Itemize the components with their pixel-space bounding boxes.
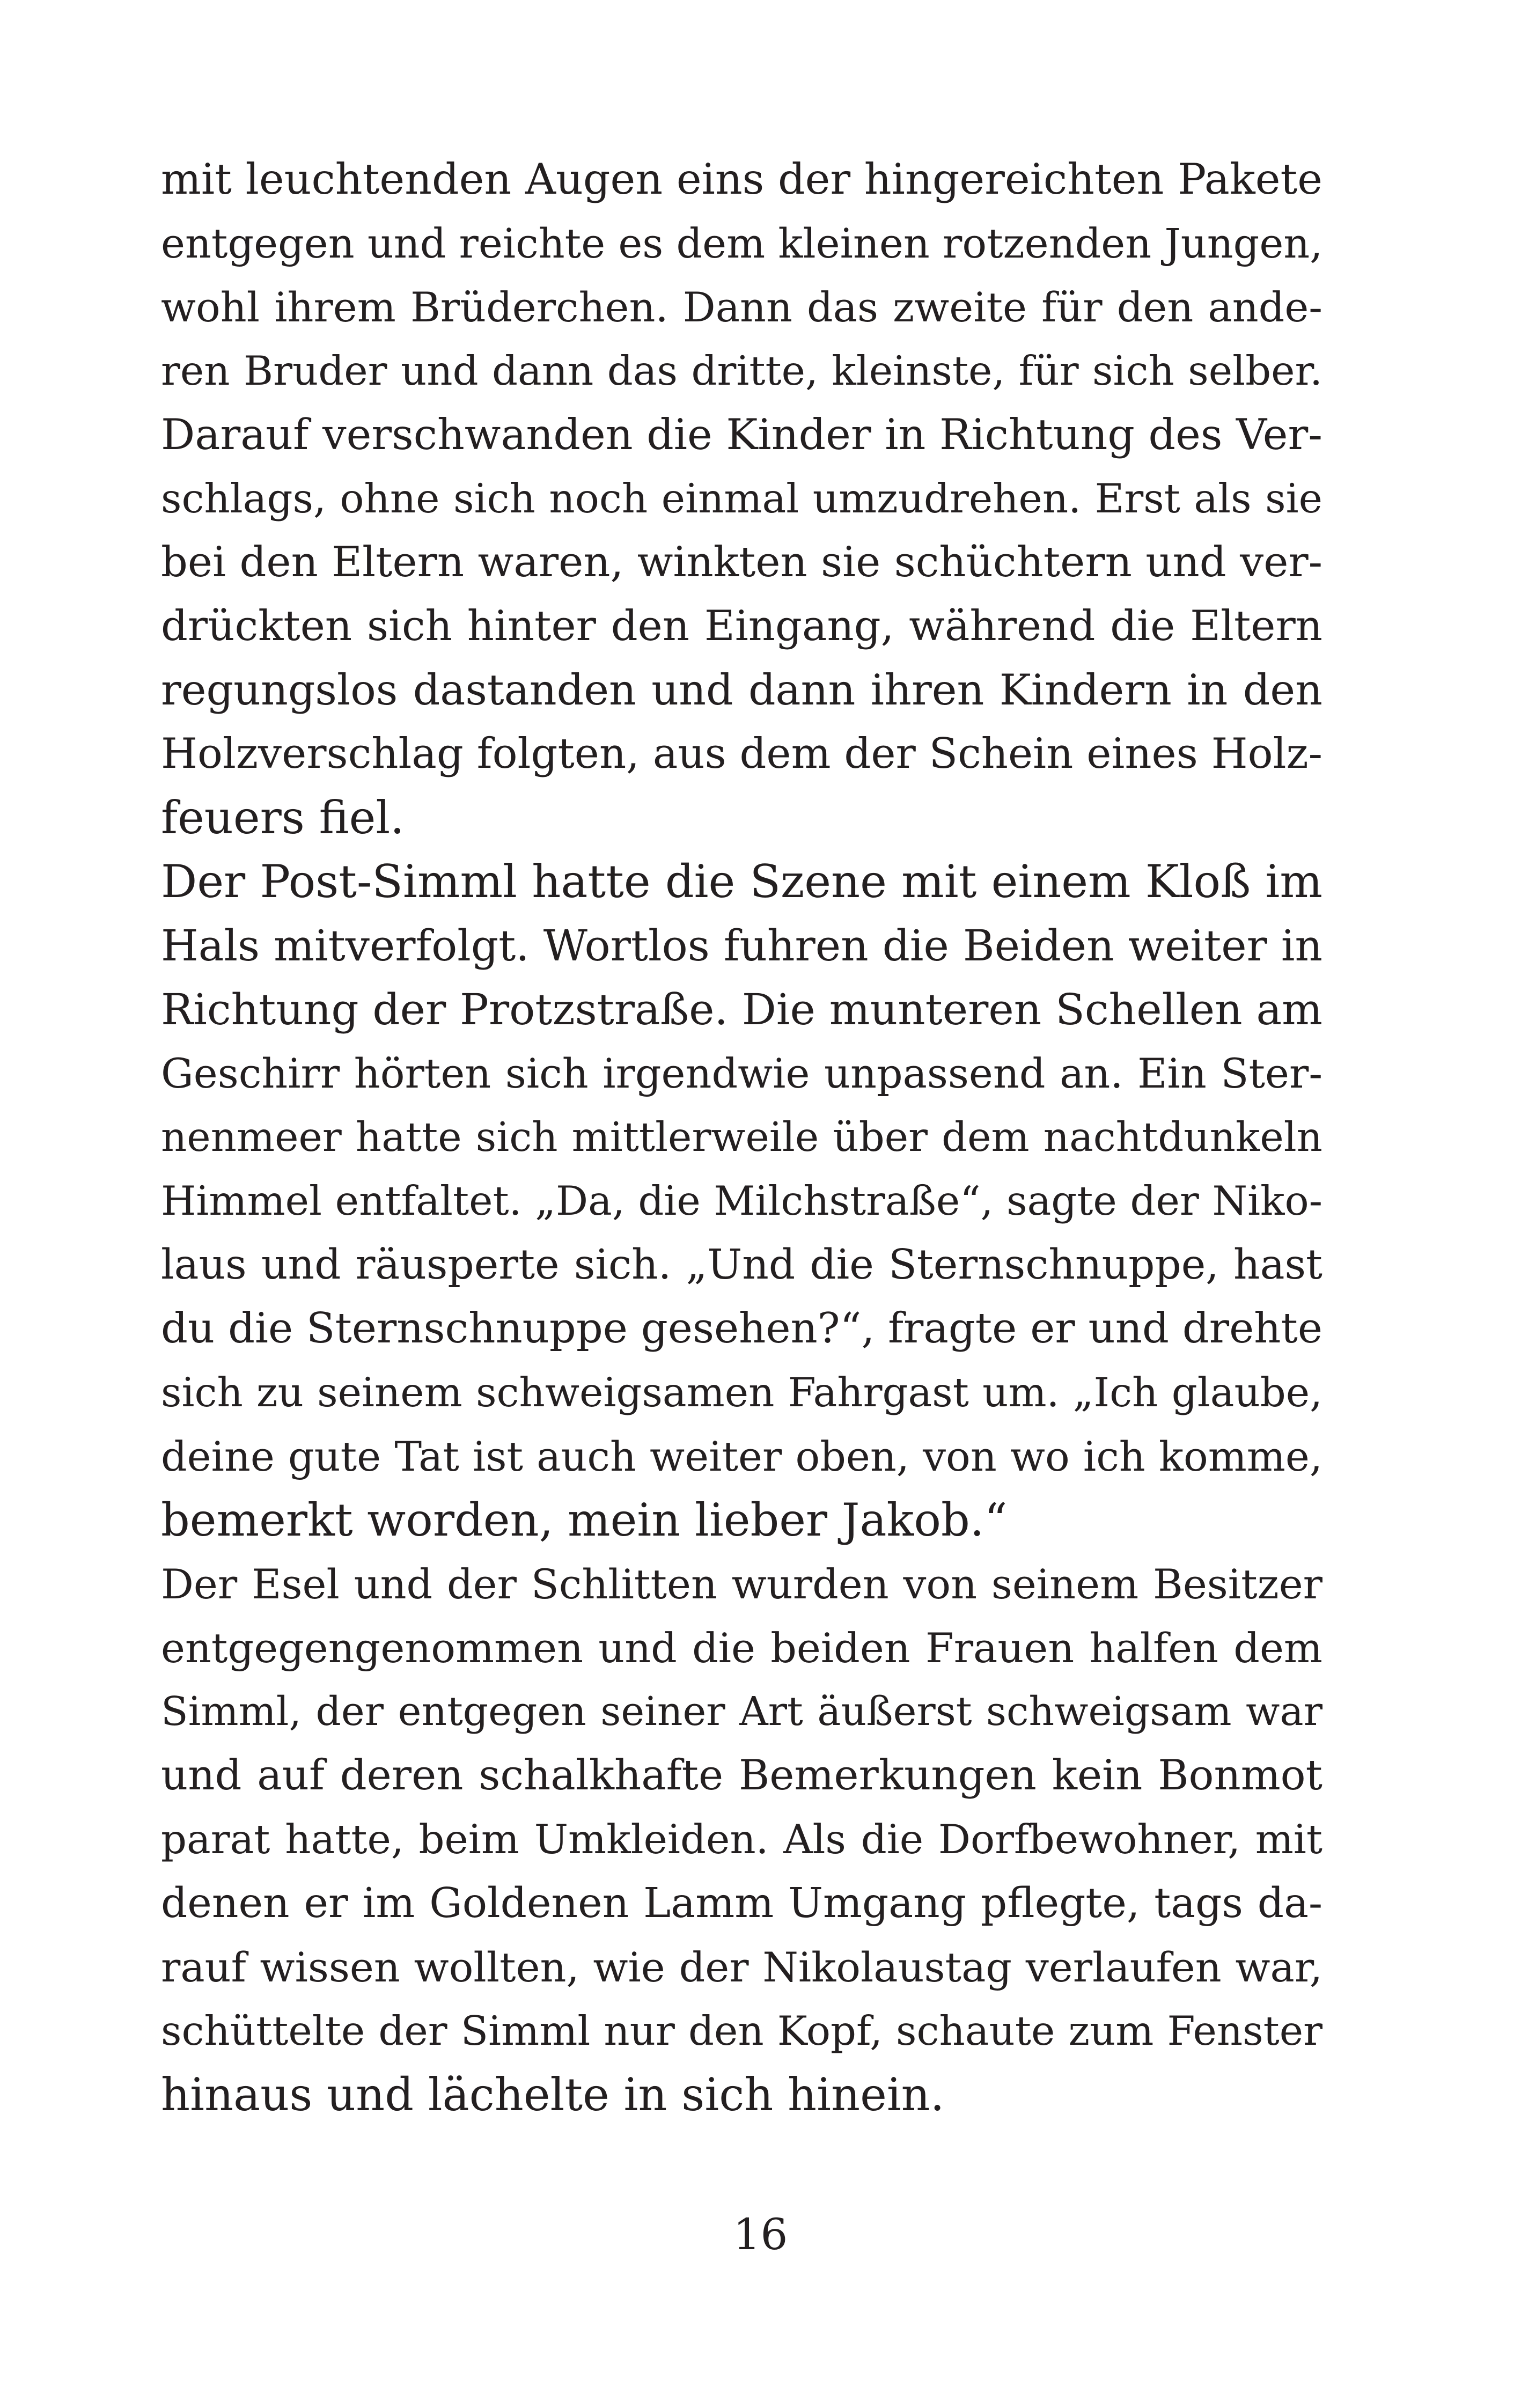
text-line: entgegengenommen und die beiden Frauen halfen dem [161,1624,1322,1672]
text-line: drückten sich hinter den Eingang, während die Eltern [161,602,1322,650]
text-line: Geschirr hörten sich irgendwie unpassend an. Ein Ster- [161,1049,1322,1097]
text-line: Himmel entfaltet. „Da, die Milchstraße“, sagte der Niko- [161,1177,1322,1224]
text-line: Der Post-Simml hatte die Szene mit einem Kloß im [161,855,1322,908]
text-line: deine gute Tat ist auch weiter oben, von wo ich komme, [161,1433,1322,1480]
text-line: Hals mitverfolgt. Wortlos fuhren die Beiden weiter in [161,921,1322,971]
text-line: du die Sternschnuppe gesehen?“, fragte er und drehte [161,1304,1322,1353]
text-line: bei den Eltern waren, winkten sie schüchtern und ver- [161,538,1322,586]
text-line: ren Bruder und dann das dritte, kleinste, für sich selber. [161,347,1322,394]
text-line: schüttelte der Simml nur den Kopf, schaute zum Fenster [161,2007,1322,2054]
text-line: regungslos dastanden und dann ihren Kindern in den [161,665,1322,715]
text-line: laus und räusperte sich. „Und die Sternschnuppe, hast [161,1241,1322,1289]
text-line: wohl ihrem Brüderchen. Dann das zweite für den ande- [161,283,1322,331]
body-text [161,148,1322,2127]
text-line: Der Esel und der Schlitten wurden von seinem Besitzer [161,1560,1322,1608]
text-line: hinaus und lächelte in sich hinein. [161,2068,945,2121]
paragraph-3 [161,1552,1322,2127]
text-line: und auf deren schalkhafte Bemerkungen kein Bonmot [161,1751,1322,1800]
page-number: 16 [733,2209,788,2259]
text-line: Darauf verschwanden die Kinder in Richtung des Ver- [161,410,1322,459]
text-line: schlags, ohne sich noch einmal umzudrehen. Erst als sie [161,475,1322,522]
text-line: parat hatte, beim Umkleiden. Als die Dorfbewohner, mit [161,1816,1322,1863]
text-line: mit leuchtenden Augen eins der hingereichten Pakete [161,155,1322,204]
paragraph-2 [161,850,1322,1552]
text-line: Holzverschlag folgten, aus dem der Schein eines Holz- [161,730,1322,778]
text-line: Simml, der entgegen seiner Art äußerst schweigsam war [161,1688,1322,1735]
text-line: sich zu seinem schweigsamen Fahrgast um. „Ich glaube, [161,1369,1322,1416]
text-line: Richtung der Protzstraße. Die munteren Schellen am [161,985,1322,1034]
text-line: denen er im Goldenen Lamm Umgang pflegte, tags da- [161,1880,1322,1927]
text-line: rauf wissen wollten, wie der Nikolaustag verlaufen war, [161,1943,1322,1991]
text-line: entgegen und reichte es dem kleinen rotzenden Jungen, [161,219,1323,267]
text-line: bemerkt worden, mein lieber Jakob.“ [161,1494,1008,1546]
paragraph-1 [161,148,1322,850]
text-line: feuers fiel. [161,791,405,844]
text-line: nenmeer hatte sich mittlerweile über dem nachtdunkeln [161,1113,1322,1161]
